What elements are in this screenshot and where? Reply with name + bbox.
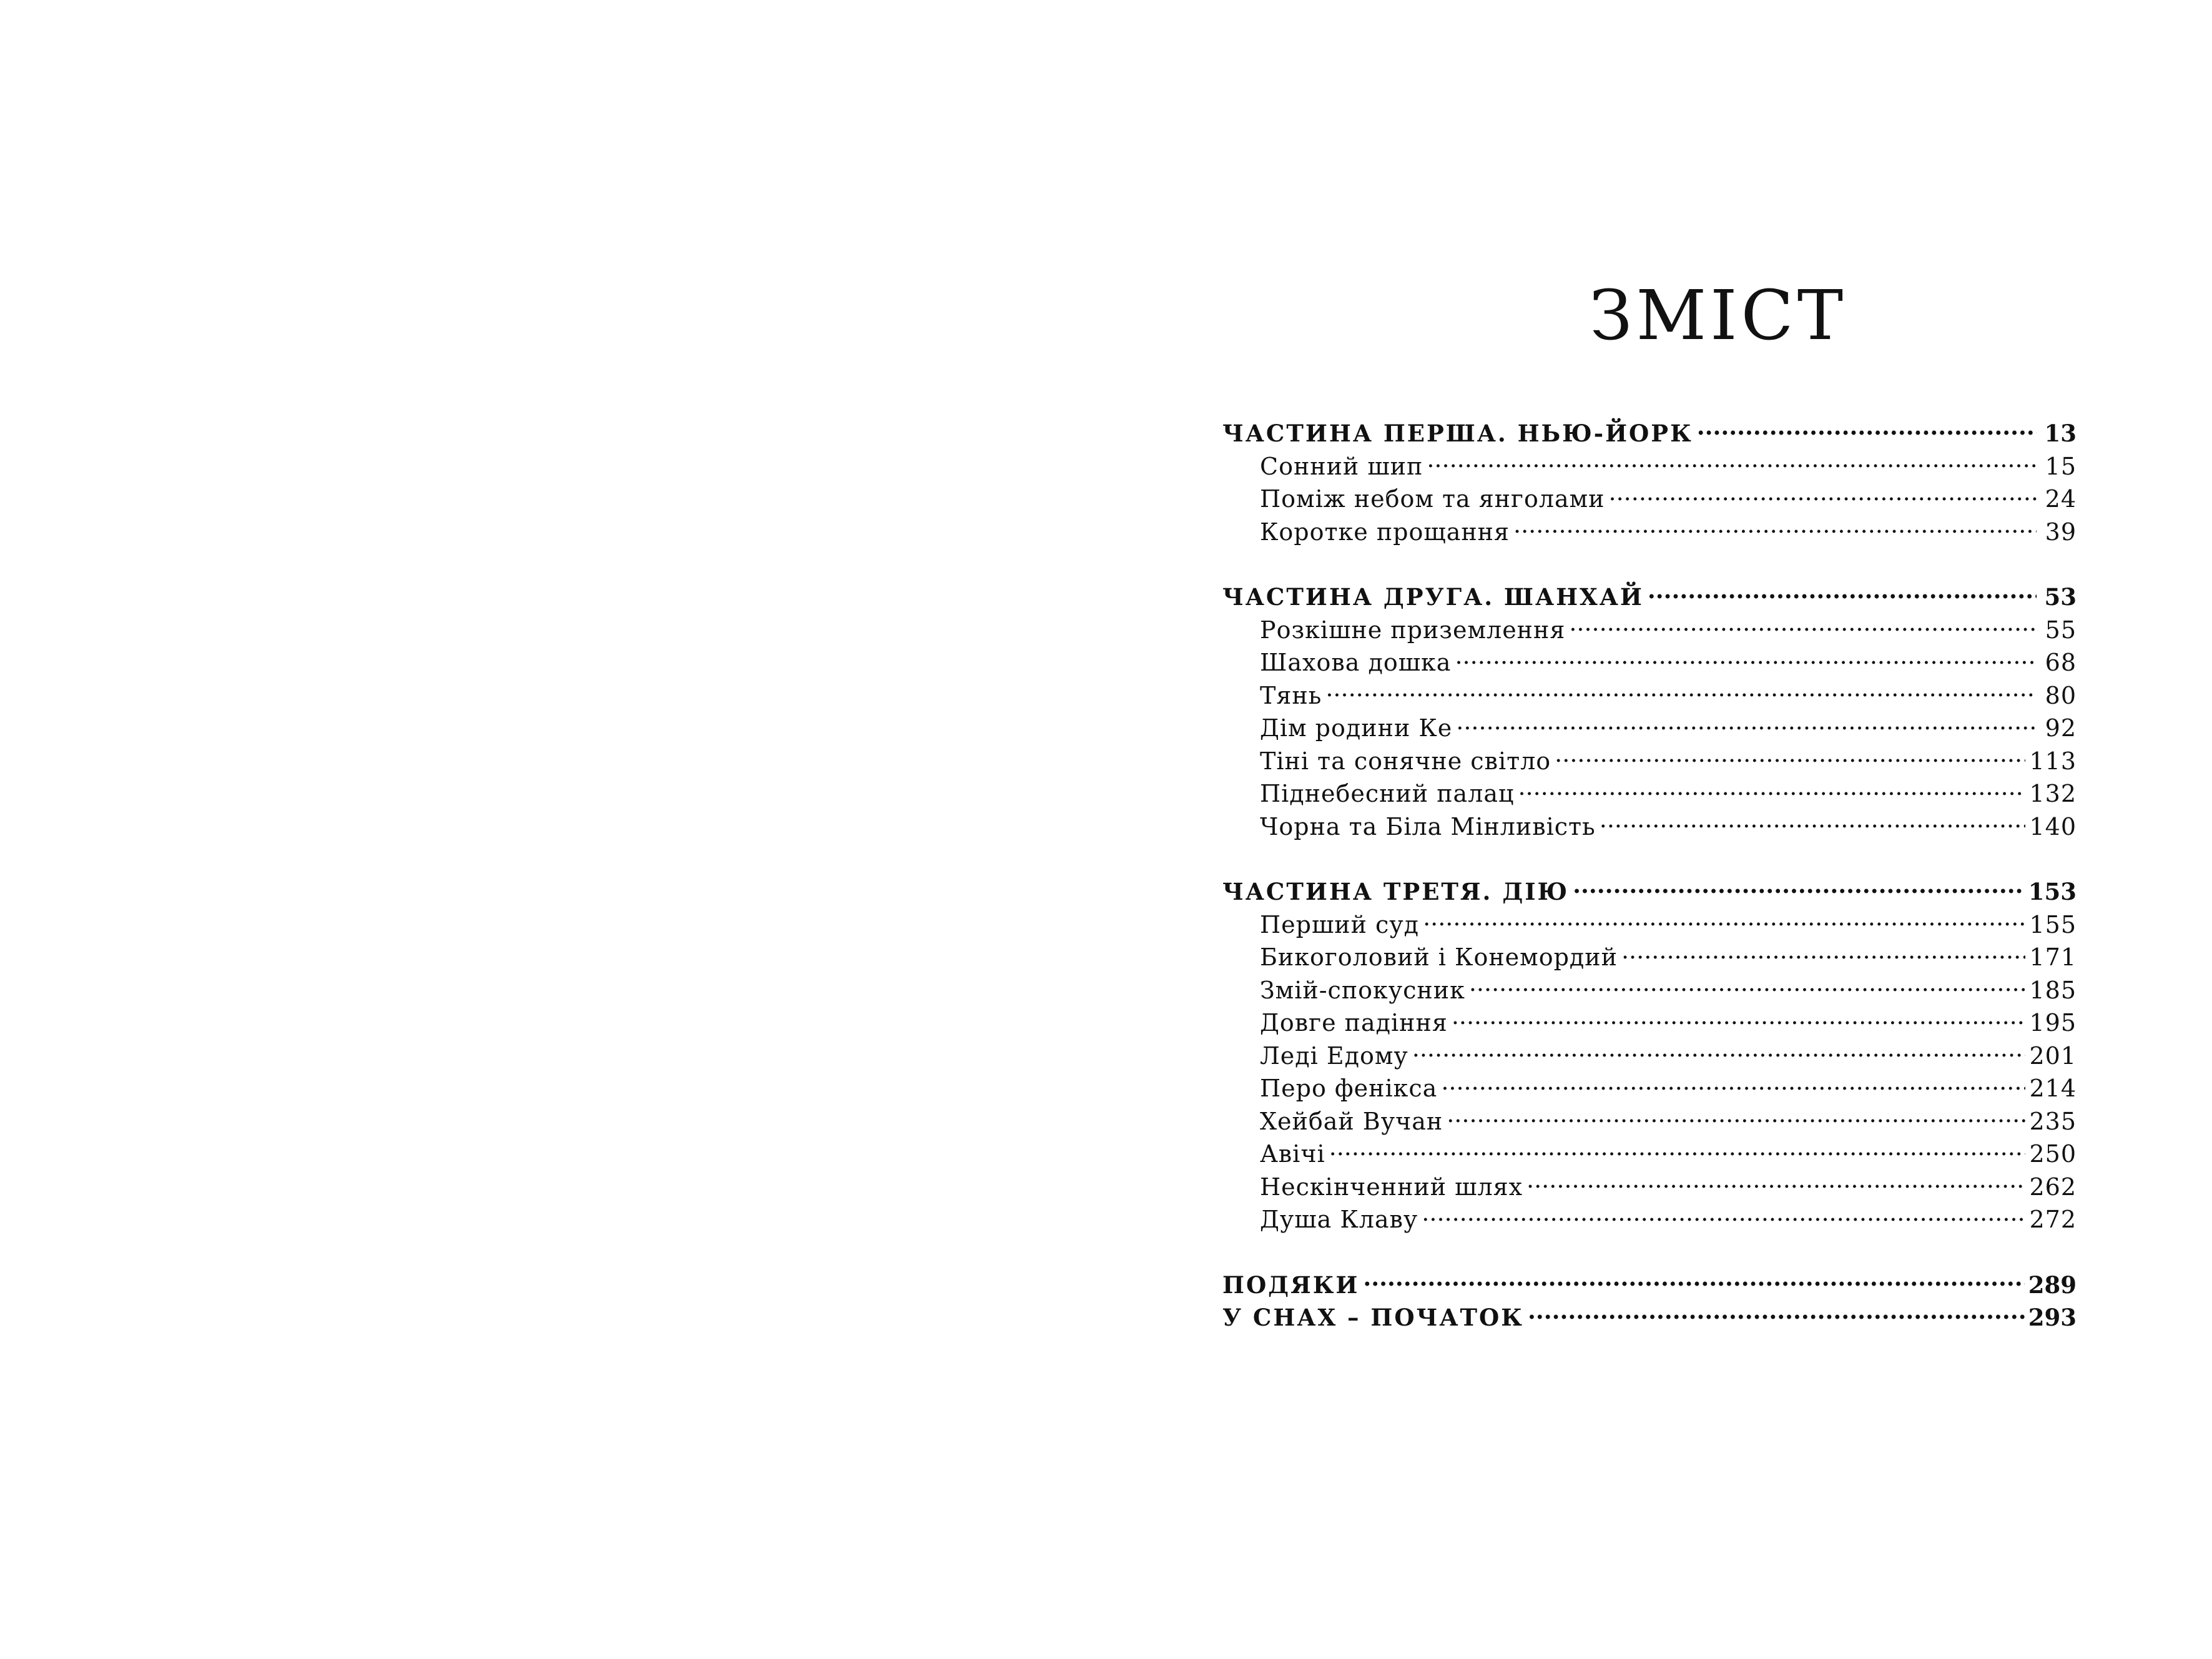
dot-leader (1422, 1204, 2025, 1228)
dot-leader (1526, 1171, 2025, 1195)
toc-chapter-entry[interactable] (1222, 1072, 2077, 1105)
dot-leader (1456, 712, 2037, 736)
toc-chapter-entry[interactable] (1222, 646, 2077, 679)
page-number: 235 (2029, 1107, 2077, 1135)
toc-part-entry[interactable] (1222, 417, 2077, 450)
page-number: 214 (2029, 1075, 2077, 1102)
toc-part-entry[interactable] (1222, 875, 2077, 908)
toc-end-matter (1222, 1269, 2077, 1334)
dot-leader (1528, 1302, 2025, 1326)
chapter-title: Хейбай Вучан (1260, 1107, 1443, 1135)
dot-leader (1513, 516, 2037, 540)
page-number: 53 (2044, 583, 2077, 611)
page-number: 24 (2045, 485, 2077, 513)
chapter-title: Авічі (1260, 1140, 1325, 1168)
dot-leader (1569, 614, 2037, 638)
toc-chapter-entry[interactable] (1222, 1105, 2077, 1138)
chapter-title: Поміж небом та янголами (1260, 485, 1605, 513)
table-of-contents (1222, 268, 2077, 1334)
toc-chapter-entry[interactable] (1222, 777, 2077, 810)
dot-leader (1447, 1106, 2025, 1130)
dot-leader (1573, 877, 2025, 900)
end-matter-title: ПОДЯКИ (1222, 1271, 1360, 1299)
toc-chapter-entry[interactable] (1222, 1007, 2077, 1040)
toc-chapter-entry[interactable] (1222, 1040, 2077, 1073)
toc-chapter-entry[interactable] (1222, 941, 2077, 974)
dot-leader (1609, 483, 2037, 507)
dot-leader (1555, 746, 2025, 769)
chapter-title: Нескінченний шлях (1260, 1173, 1523, 1201)
dot-leader (1648, 582, 2037, 605)
page-number: 55 (2045, 616, 2077, 644)
part-title: ЧАСТИНА ДРУГА. ШАНХАЙ (1222, 583, 1644, 611)
chapter-title: Тіні та сонячне світло (1260, 747, 1551, 775)
end-matter-title: У СНАХ – ПОЧАТОК (1222, 1304, 1524, 1331)
page-number: 39 (2045, 518, 2077, 546)
toc-chapter-entry[interactable] (1222, 1171, 2077, 1204)
dot-leader (1412, 1040, 2026, 1064)
chapter-title: Бикоголовий і Конемордий (1260, 943, 1618, 971)
chapter-title: Шахова дошка (1260, 649, 1452, 676)
page-number: 113 (2029, 747, 2077, 775)
dot-leader (1469, 975, 2026, 998)
part-title: ЧАСТИНА ПЕРША. НЬЮ-ЙОРК (1222, 420, 1693, 447)
page-number: 140 (2029, 812, 2077, 840)
toc-chapter-entry[interactable] (1222, 483, 2077, 516)
toc-title: ЗМІСТ (1589, 275, 1847, 355)
page-number: 201 (2029, 1041, 2077, 1070)
chapter-title: Піднебесний палац (1260, 780, 1515, 807)
page-number: 293 (2028, 1304, 2077, 1331)
toc-chapter-entry[interactable] (1222, 516, 2077, 549)
dot-leader (1329, 1138, 2026, 1162)
page-number: 80 (2045, 681, 2077, 709)
chapter-title: Чорна та Біла Мінливість (1260, 812, 1596, 840)
chapter-title: Дім родини Ке (1260, 714, 1453, 742)
dot-leader (1455, 647, 2037, 671)
toc-end-entry[interactable] (1222, 1269, 2077, 1302)
chapter-title: Перо фенікса (1260, 1075, 1438, 1102)
page-number: 250 (2029, 1140, 2077, 1168)
toc-chapter-entry[interactable] (1222, 679, 2077, 712)
toc-end-entry[interactable] (1222, 1301, 2077, 1334)
dot-leader (1325, 680, 2037, 704)
page-number: 185 (2029, 976, 2077, 1004)
page-number: 132 (2029, 780, 2077, 807)
chapter-title: Розкішне приземлення (1260, 616, 1566, 644)
chapter-title: Сонний шип (1260, 452, 1423, 480)
toc-section-part-1 (1222, 417, 2077, 548)
page-number: 68 (2045, 649, 2077, 676)
dot-leader (1427, 451, 2037, 475)
chapter-title: Леді Едому (1260, 1041, 1408, 1070)
chapter-title: Довге падіння (1260, 1009, 1448, 1036)
toc-chapter-entry[interactable] (1222, 908, 2077, 942)
toc-chapter-entry[interactable] (1222, 712, 2077, 745)
page-number: 262 (2029, 1173, 2077, 1201)
page-number: 13 (2044, 420, 2077, 447)
toc-chapter-entry[interactable] (1222, 614, 2077, 647)
toc-chapter-entry[interactable] (1222, 745, 2077, 778)
toc-section-part-2 (1222, 581, 2077, 843)
chapter-title: Тянь (1260, 681, 1322, 709)
page-number: 153 (2028, 878, 2077, 905)
dot-leader (1600, 811, 2026, 835)
page-number: 155 (2029, 910, 2077, 938)
dot-leader (1423, 909, 2025, 933)
dot-leader (1518, 778, 2025, 802)
toc-chapter-entry[interactable] (1222, 1203, 2077, 1236)
dot-leader (1363, 1270, 2024, 1293)
toc-chapter-entry[interactable] (1222, 450, 2077, 483)
toc-chapter-entry[interactable] (1222, 810, 2077, 844)
chapter-title: Душа Клаву (1260, 1206, 1418, 1233)
dot-leader (1452, 1007, 2026, 1031)
page-number: 195 (2029, 1009, 2077, 1036)
page-number: 289 (2028, 1271, 2077, 1299)
dot-leader (1441, 1073, 2025, 1096)
part-title: ЧАСТИНА ТРЕТЯ. ДІЮ (1222, 878, 1570, 905)
toc-chapter-entry[interactable] (1222, 974, 2077, 1007)
dot-leader (1697, 418, 2037, 441)
toc-part-entry[interactable] (1222, 581, 2077, 614)
toc-section-part-3 (1222, 875, 2077, 1236)
dot-leader (1621, 942, 2026, 965)
chapter-title: Змій-спокусник (1260, 976, 1465, 1004)
page-number: 171 (2029, 943, 2077, 971)
page-number: 272 (2029, 1206, 2077, 1233)
page-number: 92 (2045, 714, 2077, 742)
page-number: 15 (2045, 452, 2077, 480)
chapter-title: Коротке прощання (1260, 518, 1510, 546)
chapter-title: Перший суд (1260, 910, 1420, 938)
toc-chapter-entry[interactable] (1222, 1138, 2077, 1171)
